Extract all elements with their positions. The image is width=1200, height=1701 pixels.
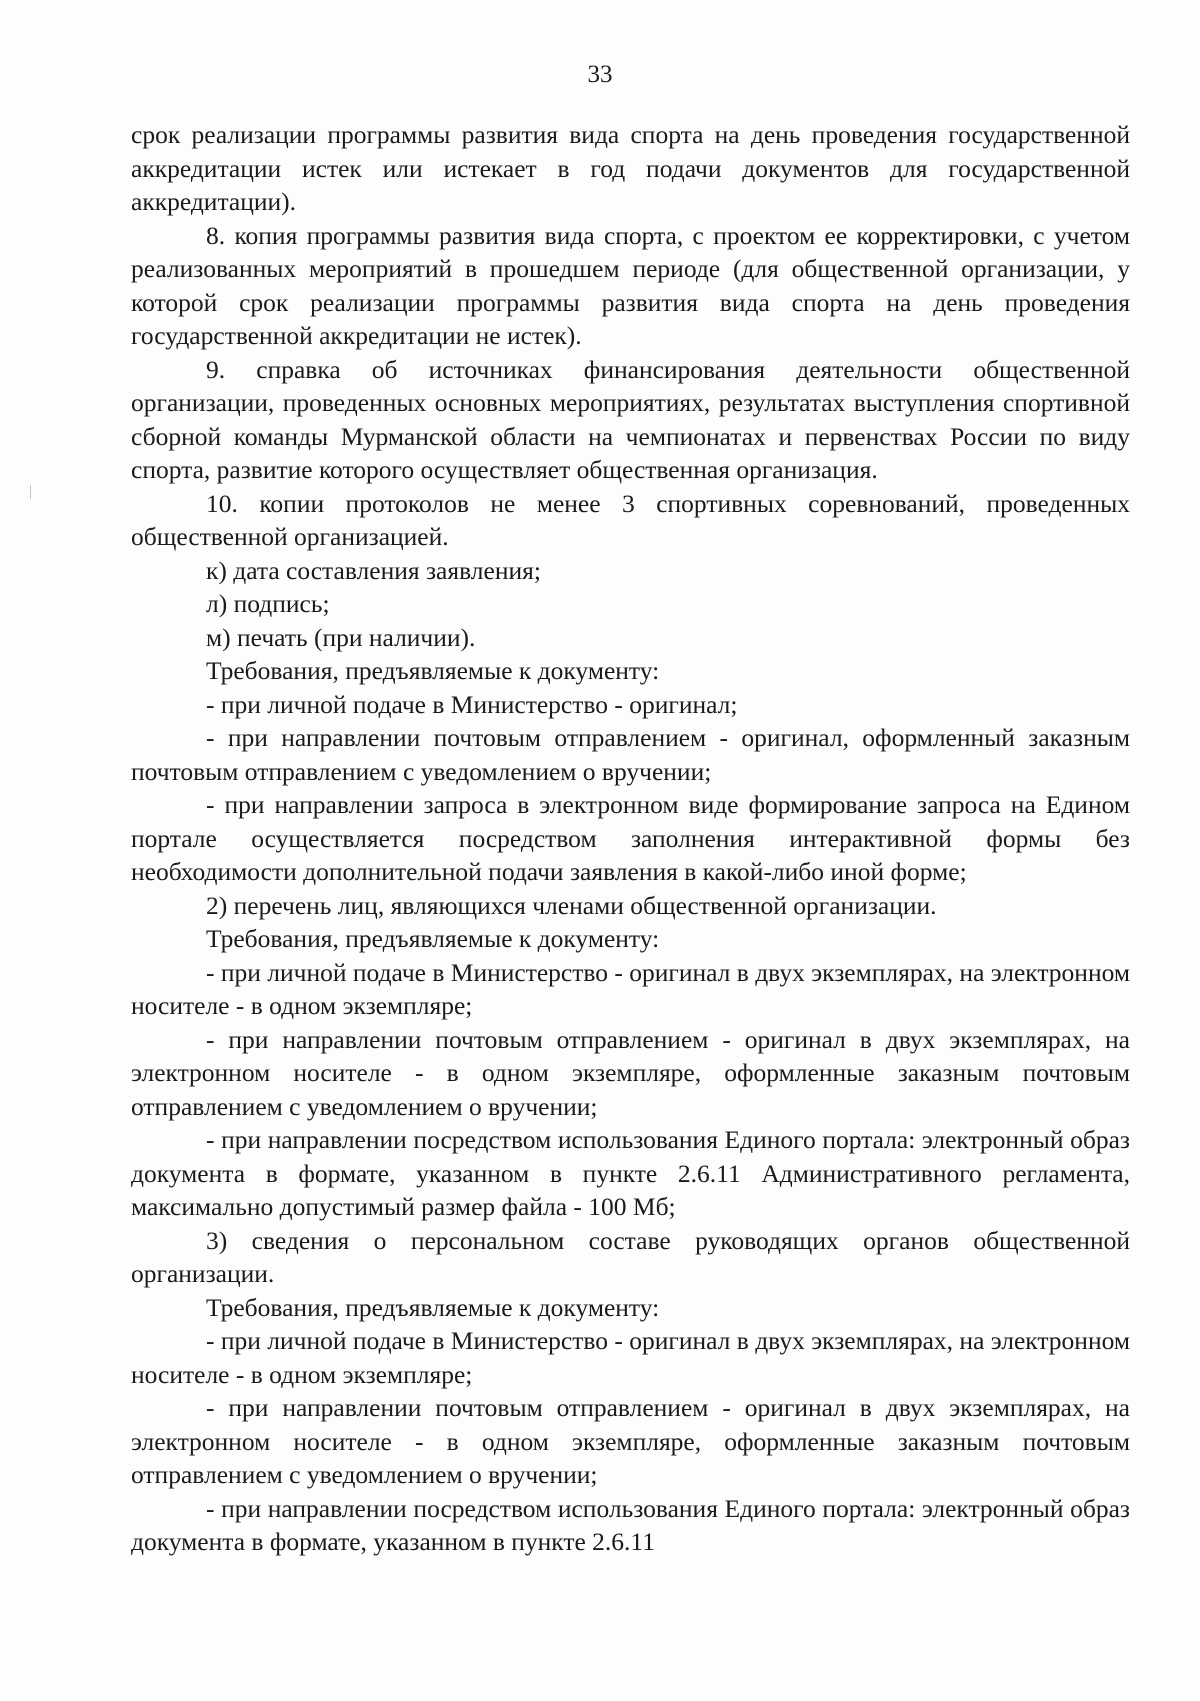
paragraph-requirements-heading: Требования, предъявляемые к документу: — [206, 924, 660, 953]
paragraph-requirement: - при личной подаче в Министерство - оригинал в двух экземплярах, на электронном носителе - в одном экземпляре; — [131, 1326, 1130, 1389]
paragraph-item-l: л) подпись; — [206, 589, 330, 618]
paragraph-requirement: - при направлении посредством использования Единого портала: электронный образ документа в формате, указанном в пункте 2.6.11 Административного регламента, максимально допустимый размер файла - 100 Мб; — [131, 1125, 1130, 1221]
paragraph-item-m: м) печать (при наличии). — [206, 622, 476, 652]
paragraph-requirements-heading: Требования, предъявляемые к документу: — [206, 1292, 660, 1322]
paragraph-requirement: - при направлении почтовым отправлением - оригинал, оформленный заказным почтовым отправлением с уведомлением о вручении; — [131, 723, 1130, 786]
paragraph-item-10: 10. копии протоколов не менее 3 спортивных соревнований, проведенных общественной организацией. — [131, 488, 1130, 551]
paragraph-requirement: - при направлении запроса в электронном виде формирование запроса на Едином портале осуществляется посредством заполнения интерактивной формы без необходимости дополнительной подачи заявления в какой-либо иной форме; — [131, 790, 1130, 886]
paragraph-item-9: 9. справка об источниках финансирования деятельности общественной организации, проведенных основных мероприятиях, результатах выступления спортивной сборной команды Мурманской области на чемпионатах и первенствах России по виду спорта, развитие которого осуществляет общественная организация. — [131, 354, 1130, 484]
paragraph-continuation: срок реализации программы развития вида спорта на день проведения государственной аккредитации истек или истекает в год подачи документов для государственной аккредитации). — [131, 120, 1130, 216]
paragraph-item-8: 8. копия программы развития вида спорта, с проектом ее корректировки, с учетом реализованных мероприятий в прошедшем периоде (для общественной организации, у которой срок реализации программы развития вида спорта на день проведения государственной аккредитации не истек). — [131, 220, 1130, 350]
document-body — [131, 118, 1130, 1559]
paragraph-requirement: - при личной подаче в Министерство - оригинал; — [206, 689, 738, 719]
margin-mark — [30, 485, 31, 499]
paragraph-requirement: - при направлении почтовым отправлением - оригинал в двух экземплярах, на электронном носителе - в одном экземпляре, оформленные заказным почтовым отправлением с уведомлением о вручении; — [131, 1393, 1130, 1489]
paragraph-requirement: - при направлении почтовым отправлением - оригинал в двух экземплярах, на электронном носителе - в одном экземпляре, оформленные заказным почтовым отправлением с уведомлением о вручении; — [131, 1024, 1130, 1121]
paragraph-requirement: - при личной подаче в Министерство - оригинал в двух экземплярах, на электронном носителе - в одном экземпляре; — [131, 957, 1130, 1020]
paragraph-item-k: к) дата составления заявления; — [206, 555, 541, 585]
page-number: 33 — [587, 61, 613, 88]
paragraph-item-2: 2) перечень лиц, являющихся членами общественной организации. — [206, 890, 937, 920]
paragraph-requirement: - при направлении посредством использования Единого портала: электронный образ документа в формате, указанном в пункте 2.6.11 — [131, 1493, 1130, 1556]
paragraph-requirements-heading: Требования, предъявляемые к документу: — [206, 656, 660, 685]
paragraph-item-3: 3) сведения о персональном составе руководящих органов общественной организации. — [131, 1225, 1130, 1288]
